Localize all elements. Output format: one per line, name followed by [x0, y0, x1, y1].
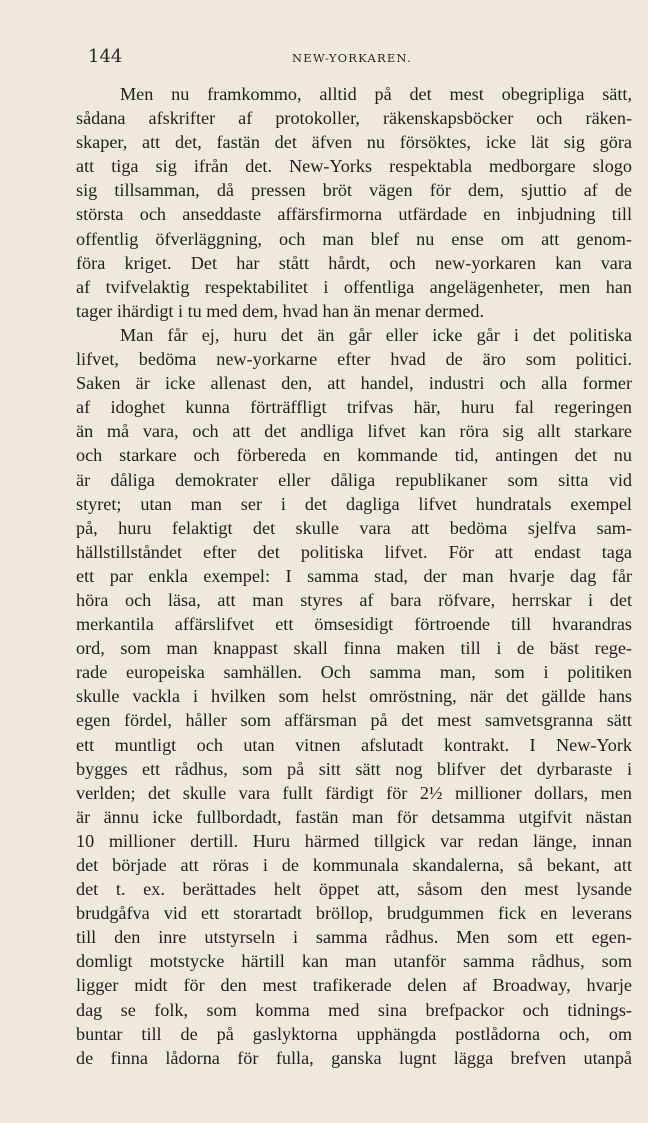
text-line: verlden; det skulle vara fullt färdigt för 2½ millioner dollars, men: [76, 782, 632, 803]
text-line: bygges ett rådhus, som på sitt sätt nog blifver det dyrbaraste i: [76, 758, 632, 779]
text-line: och starkare och förbereda en kommande tid, antingen det nu: [76, 445, 632, 466]
text-line: dag se folk, som komma med sina brefpackor och tidnings-: [76, 999, 632, 1020]
text-line: Saken är icke allenast den, att handel, industri och alla former: [76, 373, 632, 394]
text-line: Men nu framkommo, alltid på det mest obegripliga sätt,: [120, 84, 632, 104]
text-line: är ännu icke fullbordadt, fastän man för detsamma utgifvit nästan: [76, 806, 632, 827]
text-line: rade europeiska samhällen. Och samma man, som i politiken: [76, 662, 632, 683]
text-line: sig tillsamman, då pressen bröt vägen för dem, sjuttio af de: [76, 180, 632, 201]
text-line: buntar till de på gaslyktorna upphängda postlådorna och, om: [76, 1023, 632, 1044]
text-line: största och anseddaste affärsfirmorna utfärdade en inbjudning till: [76, 204, 632, 225]
text-line: sådana afskrifter af protokoller, räkenskapsböcker och räken-: [76, 108, 632, 129]
text-line: af tvifvelaktig respektabilitet i offentliga angelägenheter, men han: [76, 276, 632, 297]
text-line: ord, som man knappast skall finna maken till i de bäst rege-: [76, 638, 632, 659]
text-line: än må vara, och att det andliga lifvet kan röra sig allt starkare: [76, 421, 632, 442]
text-line: de finna lådorna för fulla, ganska lugnt lägga brefven utanpå: [76, 1047, 632, 1068]
text-line: tager ihärdigt i tu med dem, hvad han än menar dermed.: [76, 300, 485, 321]
text-line: egen fördel, håller som affärsman på det mest samvetsgranna sätt: [76, 710, 632, 731]
text-line: merkantila affärslifvet ett ömsesidigt förtroende till hvarandras: [76, 614, 632, 635]
text-line: styret; utan man ser i det dagliga lifvet hundratals exempel: [76, 493, 632, 514]
page-number: 144: [88, 46, 123, 67]
text-line: till den inre utstyrseln i samma rådhus. Men som ett egen-: [76, 927, 632, 948]
text-line: det började att röras i de kommunala skandalerna, så bekant, att: [76, 855, 632, 875]
text-line: föra kriget. Det har stått hårdt, och new-yorkaren kan vara: [76, 252, 632, 273]
text-line: ett par enkla exempel: I samma stad, der man hvarje dag får: [76, 565, 632, 586]
text-line: det t. ex. berättades helt öppet att, såsom den mest lysande: [76, 879, 632, 900]
text-line: offentlig öfverläggning, och man blef nu ense om att genom-: [76, 228, 632, 249]
text-line: lifvet, bedöma new-yorkarne efter hvad de äro som politici.: [76, 349, 632, 370]
text-line: ett muntligt och utan vitnen afslutadt kontrakt. I New-York: [76, 734, 632, 755]
text-line: är dåliga demokrater eller dåliga republikaner som sitta vid: [76, 469, 632, 490]
text-line: skaper, att det, fastän det äfven nu försöktes, icke lät sig göra: [76, 132, 632, 153]
text-line: på, huru felaktigt det skulle vara att bedöma sjelfva sam-: [76, 517, 632, 538]
text-line: hällstillståndet efter det politiska lifvet. För att endast taga: [76, 541, 632, 562]
body-text: [76, 82, 632, 1070]
text-line: ligger midt för den mest trafikerade delen af Broadway, hvarje: [76, 975, 632, 996]
text-line: Man får ej, huru det än går eller icke går i det politiska: [120, 324, 632, 345]
page-header: [76, 46, 632, 68]
text-line: skulle vackla i hvilken som helst omröstning, när det gällde hans: [76, 686, 632, 707]
text-line: höra och läsa, att man styres af bara röfvare, herrskar i det: [76, 589, 632, 610]
text-line: brudgåfva vid ett storartadt bröllop, brudgummen fick en leverans: [76, 903, 632, 924]
text-line: 10 millioner dertill. Huru härmed tillgick var redan länge, innan: [76, 830, 632, 851]
text-line: domligt motstycke härtill kan man utanför samma rådhus, som: [76, 951, 632, 972]
text-line: att tiga sig ifrån det. New-Yorks respektabla medborgare slogo: [76, 156, 632, 177]
running-head: NEW-YORKAREN.: [292, 51, 412, 65]
text-line: af idoghet kunna förträffligt trifvas här, huru fal regeringen: [76, 397, 632, 418]
